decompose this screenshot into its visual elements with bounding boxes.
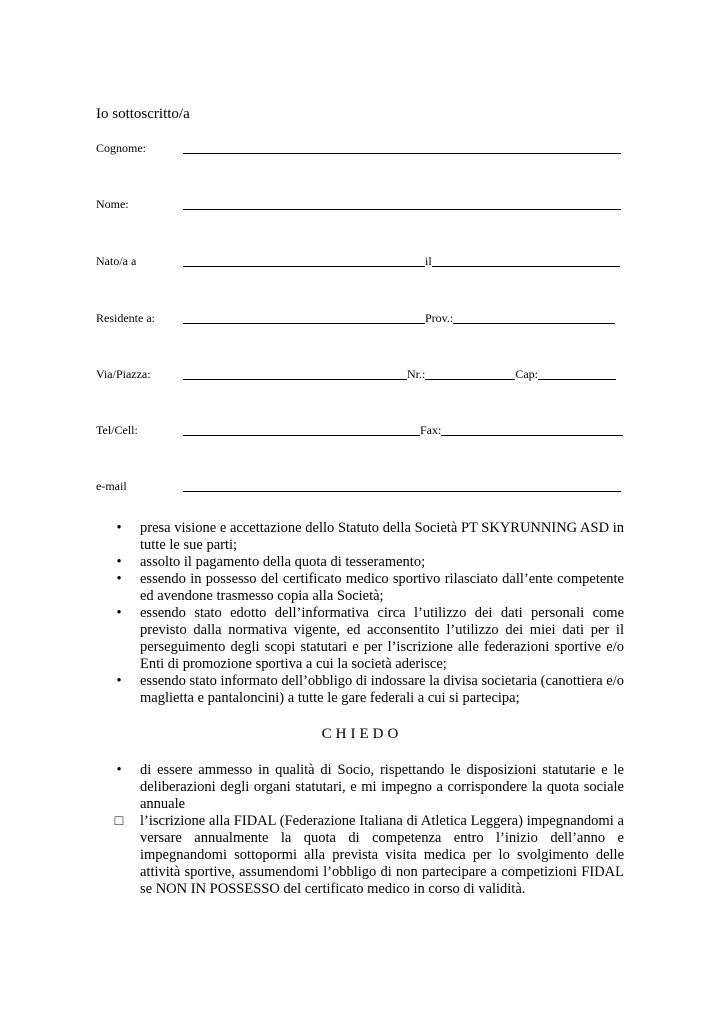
list-item	[112, 520, 624, 554]
list-item-text: di essere ammesso in qualità di Socio, rispettando le disposizioni statutarie e le deliberazioni degli organi statutari, e mi impegno a corrispondere la quota sociale annuale	[140, 762, 624, 812]
list-item-text: assolto il pagamento della quota di tesseramento;	[140, 554, 426, 570]
list-item	[112, 673, 624, 707]
conditions-list	[112, 520, 624, 707]
label-nato: Nato/a a	[96, 254, 137, 268]
bullet-icon: •	[116, 554, 122, 570]
input-line-cognome[interactable]	[183, 141, 621, 154]
label-il: il	[425, 254, 432, 268]
list-item-text: presa visione e accettazione dello Statuto della Società PT SKYRUNNING ASD in tutte le sue parti;	[140, 520, 624, 553]
bullet-icon: •	[116, 571, 122, 587]
bullet-icon: •	[116, 520, 122, 536]
list-item	[112, 605, 624, 673]
chiedo-heading: CHIEDO	[321, 726, 403, 742]
list-item-text: essendo stato edotto dell’informativa circa l’utilizzo dei dati personali come previsto dalla normativa vigente, ed acconsentito l’utilizzo dei miei dati per il perseguimento degli scopi statutari e per l’iscrizione alle federazioni sportive e/o Enti di promozione sportiva a cui la società aderisce;	[140, 605, 624, 672]
requests-list	[112, 762, 624, 898]
label-via: Via/Piazza:	[96, 367, 151, 381]
label-cap: Cap:	[515, 367, 539, 381]
input-line-via[interactable]	[183, 367, 616, 380]
input-line-email[interactable]	[183, 479, 621, 492]
heading: Io sottoscritto/a	[96, 106, 190, 122]
list-item-text: essendo stato informato dell’obbligo di indossare la divisa societaria (canottiera e/o maglietta e pantaloncini) a tutte le gare federali a cui si partecipa;	[140, 673, 624, 706]
bullet-icon: •	[116, 762, 122, 778]
bullet-icon: •	[116, 673, 122, 689]
input-line-nato[interactable]	[183, 254, 620, 267]
list-item[interactable]	[112, 813, 624, 898]
input-line-nome[interactable]	[183, 197, 621, 210]
label-nr: Nr.:	[407, 367, 426, 381]
list-item	[112, 554, 624, 571]
list-item	[112, 571, 624, 605]
label-residente: Residente a:	[96, 311, 155, 325]
label-cognome: Cognome:	[96, 141, 146, 155]
list-item-text: l’iscrizione alla FIDAL (Federazione Italiana di Atletica Leggera) impegnandomi a versare annualmente la quota di competenza entro l’inizio dell’anno e impegnandomi sottopormi alla prevista visita medica per lo svolgimento delle attività sportive, assumendomi l’obbligo di non partecipare a competizioni FIDAL se NON IN POSSESSO del certificato medico in corso di validità.	[140, 813, 624, 897]
input-line-tel[interactable]	[183, 423, 623, 436]
list-item-text: essendo in possesso del certificato medico sportivo rilasciato dall’ente competente ed avendone trasmesso copia alla Società;	[140, 571, 624, 604]
label-tel: Tel/Cell:	[96, 423, 138, 437]
label-fax: Fax:	[420, 423, 442, 437]
input-line-residente[interactable]	[183, 311, 615, 324]
bullet-icon: •	[116, 605, 122, 621]
label-prov: Prov.:	[425, 311, 454, 325]
checkbox-icon[interactable]: □	[114, 813, 124, 829]
label-email: e-mail	[96, 479, 127, 493]
list-item	[112, 762, 624, 813]
label-nome: Nome:	[96, 197, 129, 211]
